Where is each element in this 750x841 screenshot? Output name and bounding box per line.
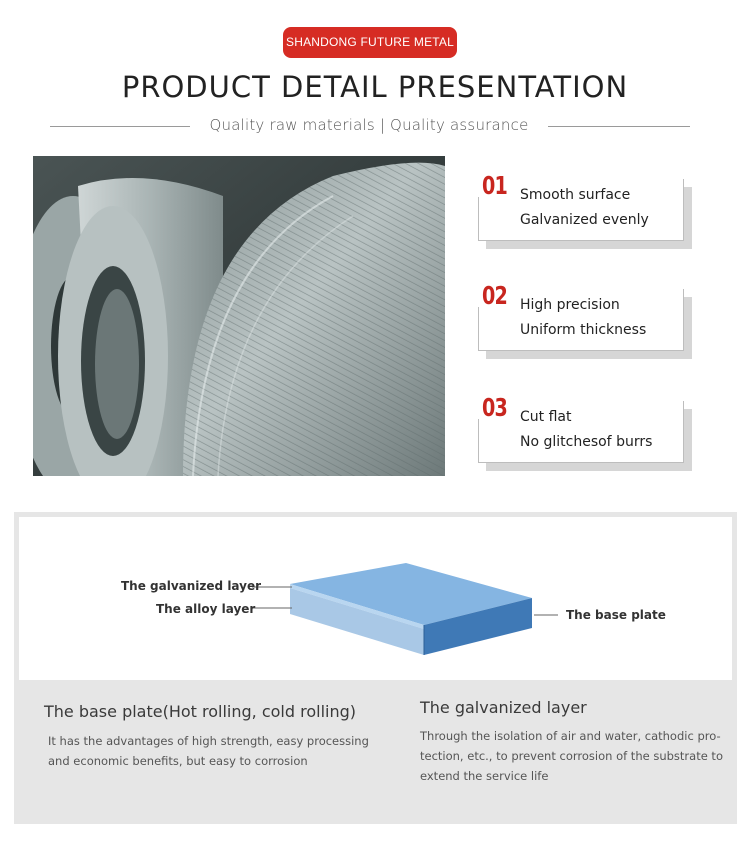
body-line: extend the service life	[420, 769, 549, 783]
body-line: It has the advantages of high strength, easy processing	[48, 734, 369, 748]
feature-number: 02	[482, 281, 507, 310]
feature-line: Smooth surface	[520, 187, 631, 203]
galvanized-layer-label: The galvanized layer	[121, 579, 262, 593]
galvanized-section-body	[420, 726, 723, 786]
feature-line: Galvanized evenly	[520, 212, 649, 228]
brand-badge: SHANDONG FUTURE METAL	[283, 27, 457, 58]
base-plate-section-body	[48, 731, 369, 771]
page-title: PRODUCT DETAIL PRESENTATION	[121, 70, 629, 104]
base-plate-label: The base plate	[566, 608, 666, 622]
body-line: Through the isolation of air and water, cathodic pro-	[420, 729, 721, 743]
page-subtitle: Quality raw materials | Quality assurance	[209, 116, 529, 134]
feature-line: Uniform thickness	[520, 322, 647, 338]
feature-line: Cut flat	[520, 409, 572, 425]
alloy-layer-label: The alloy layer	[156, 602, 256, 616]
body-line: and economic benefits, but easy to corrosion	[48, 754, 308, 768]
base-plate-section-title: The base plate(Hot rolling, cold rolling)	[44, 702, 356, 721]
feature-number: 03	[482, 393, 507, 422]
feature-number: 01	[482, 171, 507, 200]
feature-line: No glitchesof burrs	[520, 434, 653, 450]
body-line: tection, etc., to prevent corrosion of the substrate to	[420, 749, 723, 763]
galvanized-section-title: The galvanized layer	[420, 698, 587, 717]
feature-line: High precision	[520, 297, 620, 313]
